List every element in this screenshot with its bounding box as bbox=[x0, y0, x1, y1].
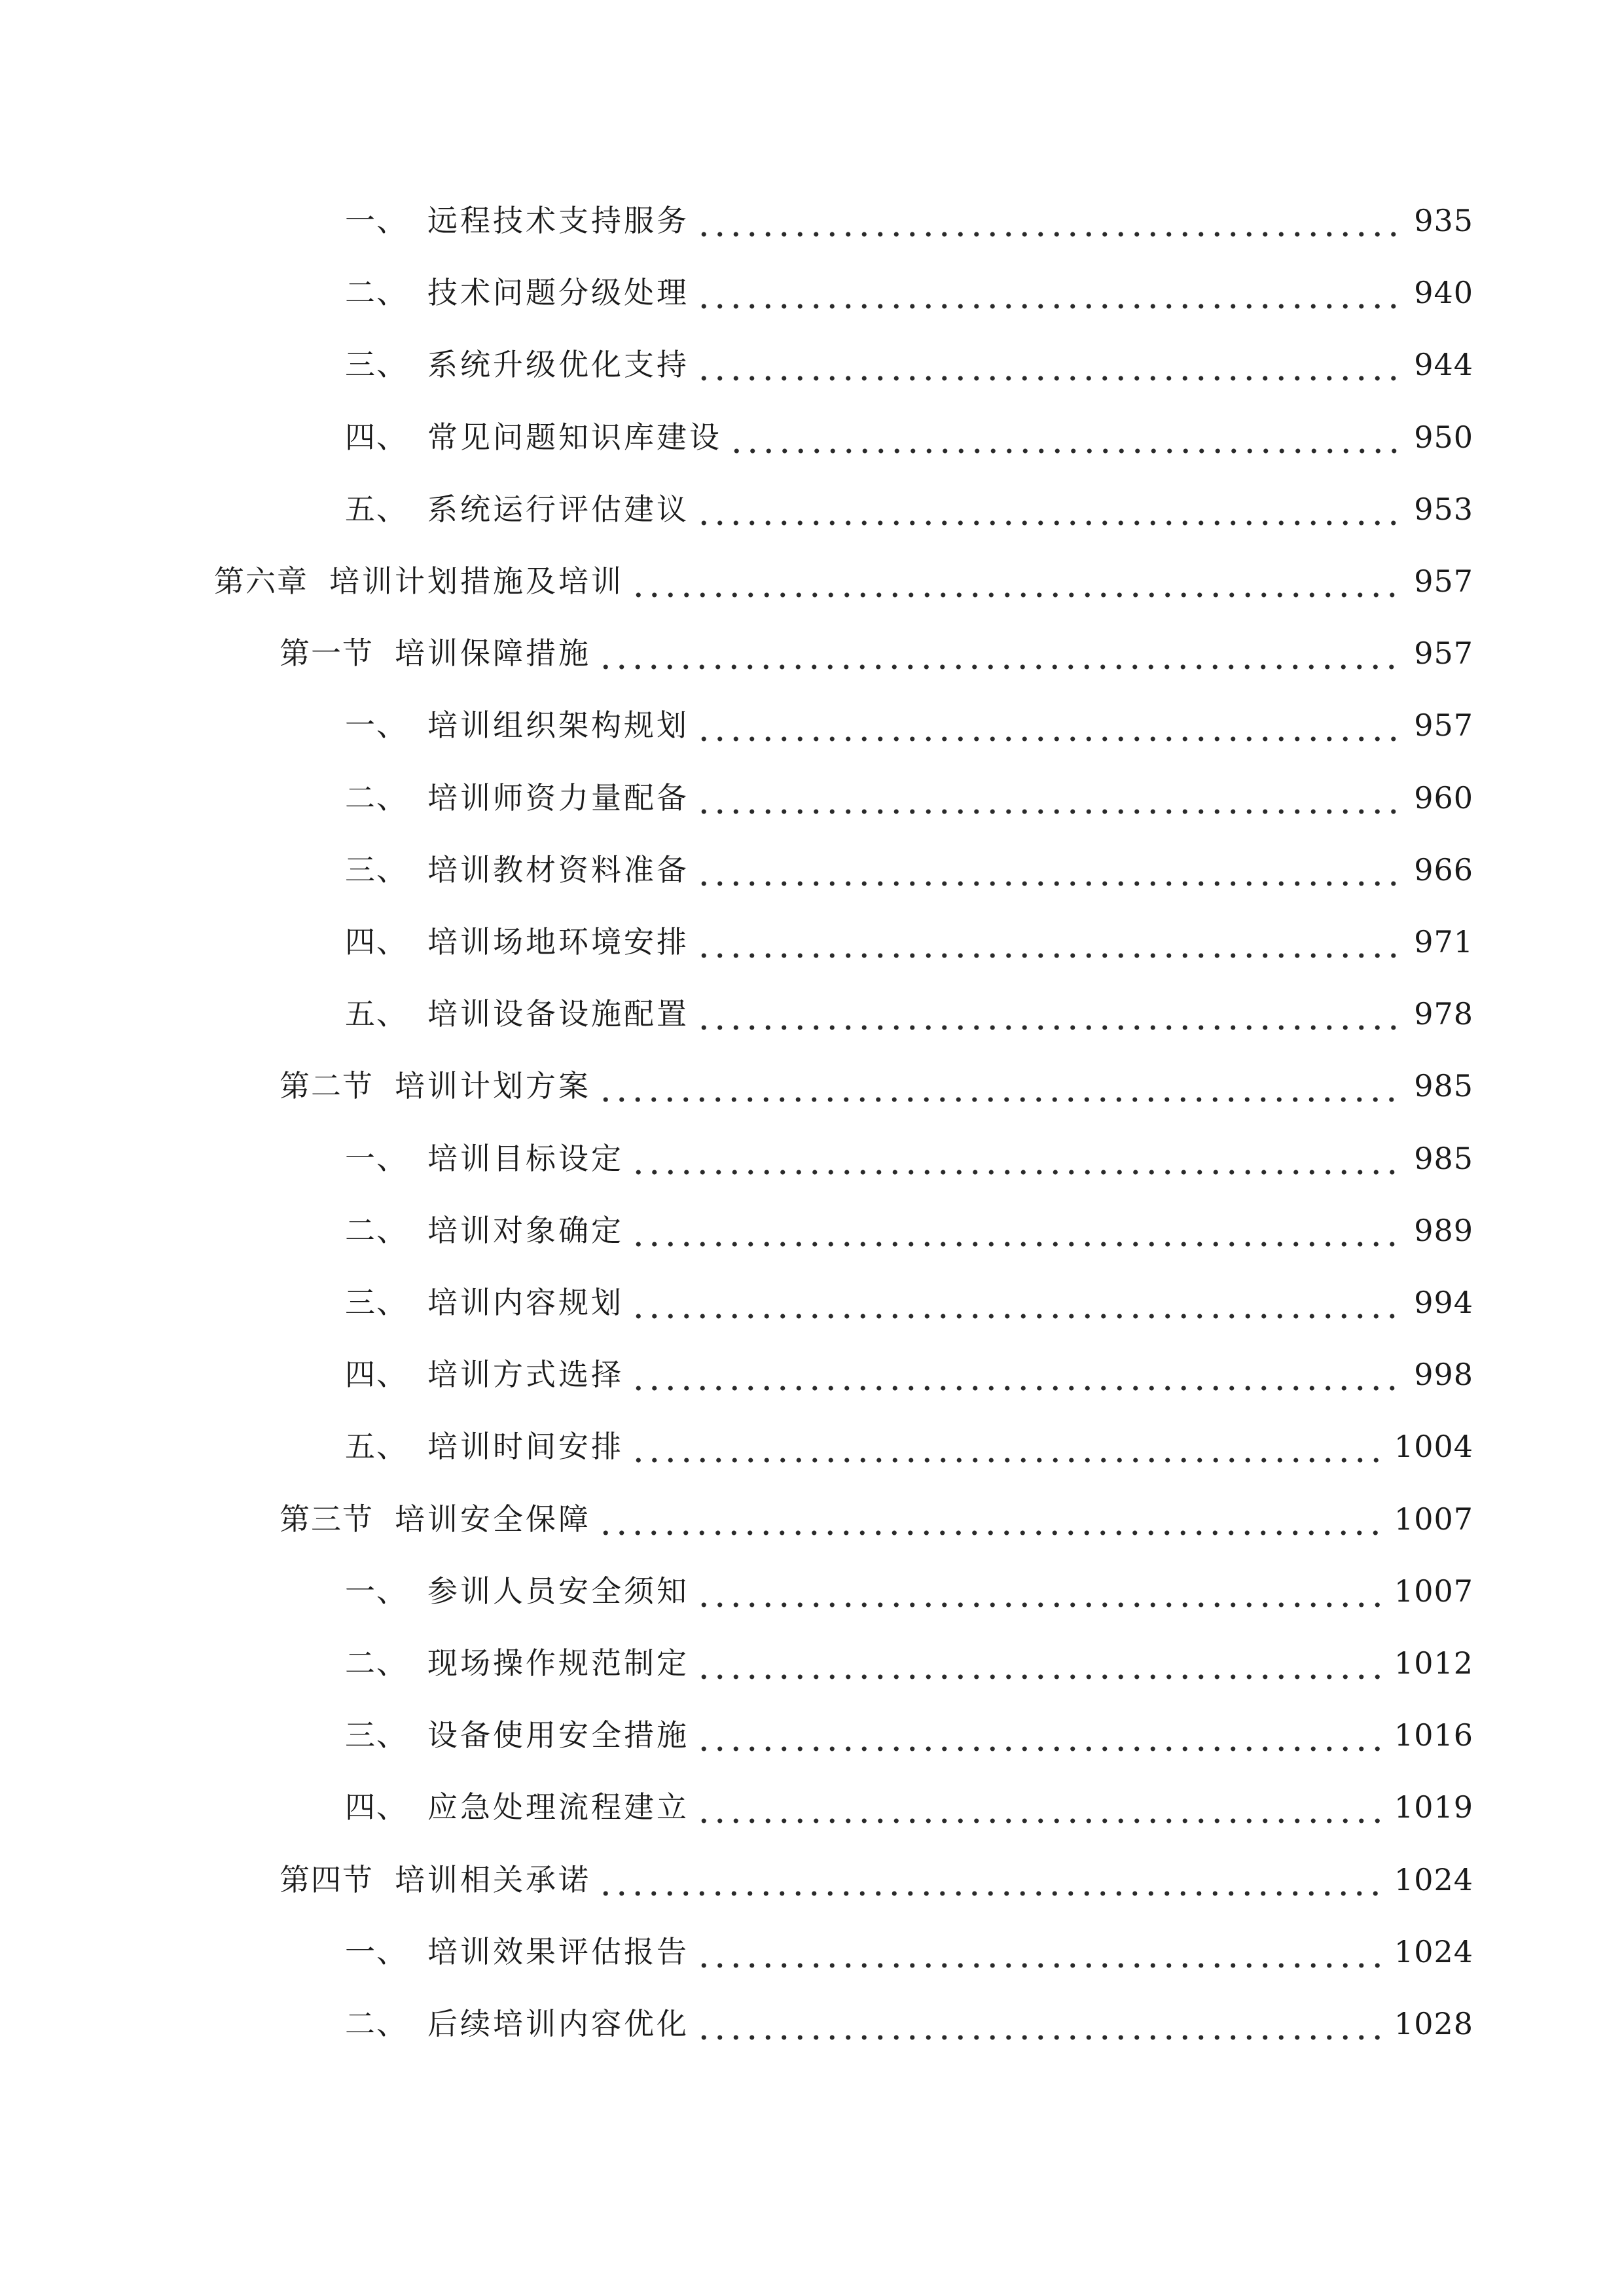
toc-entry-title: 培训场地环境安排 bbox=[427, 924, 689, 960]
dot-leader bbox=[598, 1056, 1403, 1115]
toc-entry-title: 培训时间安排 bbox=[427, 1429, 624, 1465]
dot-leader bbox=[696, 263, 1403, 322]
dot-leader bbox=[696, 912, 1403, 971]
dot-leader bbox=[696, 1778, 1384, 1837]
toc-entry-page-number: 1007 bbox=[1394, 1501, 1473, 1537]
toc-entry-title: 培训安全保障 bbox=[395, 1501, 591, 1537]
toc-entry-page-number: 985 bbox=[1414, 1140, 1473, 1176]
toc-entry[interactable] bbox=[345, 335, 1473, 394]
toc-entry-title: 参训人员安全须知 bbox=[427, 1573, 689, 1609]
toc-entry-title: 系统升级优化支持 bbox=[427, 347, 689, 383]
toc-entry-title: 后续培训内容优化 bbox=[427, 2006, 689, 2041]
dot-leader bbox=[696, 984, 1403, 1043]
toc-entry[interactable] bbox=[345, 1706, 1473, 1765]
dot-leader bbox=[630, 552, 1403, 611]
toc-entry-number: 三、 bbox=[345, 1285, 408, 1320]
toc-entry-page-number: 985 bbox=[1414, 1068, 1473, 1104]
toc-entry-title: 常见问题知识库建设 bbox=[427, 419, 722, 455]
toc-entry-title: 培训内容规划 bbox=[427, 1285, 624, 1320]
toc-entry-page-number: 1012 bbox=[1394, 1645, 1473, 1681]
toc-entry-title: 设备使用安全措施 bbox=[427, 1717, 689, 1753]
dot-leader bbox=[696, 1562, 1384, 1621]
toc-entry-title: 培训对象确定 bbox=[427, 1212, 624, 1248]
toc-entry[interactable] bbox=[345, 912, 1473, 971]
toc-entry[interactable] bbox=[345, 1562, 1473, 1621]
toc-entry[interactable] bbox=[280, 1850, 1473, 1909]
dot-leader bbox=[598, 624, 1403, 683]
toc-entry-title: 培训保障措施 bbox=[395, 636, 591, 672]
toc-entry-page-number: 978 bbox=[1414, 996, 1473, 1032]
toc-entry-title: 培训组织架构规划 bbox=[427, 708, 689, 744]
toc-entry-number: 四、 bbox=[345, 924, 408, 960]
toc-entry[interactable] bbox=[280, 1490, 1473, 1549]
toc-entry[interactable] bbox=[345, 480, 1473, 539]
toc-entry[interactable] bbox=[345, 1201, 1473, 1260]
dot-leader bbox=[630, 1345, 1403, 1404]
toc-entry-title: 培训计划方案 bbox=[395, 1068, 591, 1104]
toc-entry-number: 五、 bbox=[345, 1429, 408, 1465]
toc-entry-title: 培训效果评估报告 bbox=[427, 1933, 689, 1969]
toc-entry-number: 二、 bbox=[345, 780, 408, 816]
dot-leader bbox=[696, 1922, 1384, 1981]
toc-entry[interactable] bbox=[280, 624, 1473, 683]
toc-entry-number: 三、 bbox=[345, 852, 408, 888]
toc-entry-title: 技术问题分级处理 bbox=[427, 275, 689, 311]
toc-entry[interactable] bbox=[345, 984, 1473, 1043]
toc-entry-page-number: 966 bbox=[1414, 852, 1473, 888]
dot-leader bbox=[630, 1201, 1403, 1260]
toc-entry-number: 第六章 bbox=[214, 564, 308, 599]
toc-entry-number: 一、 bbox=[345, 1933, 408, 1969]
toc-entry-number: 第一节 bbox=[280, 636, 374, 672]
toc-entry-page-number: 994 bbox=[1414, 1285, 1473, 1320]
toc-entry-number: 二、 bbox=[345, 2006, 408, 2041]
toc-entry-number: 四、 bbox=[345, 419, 408, 455]
toc-entry-page-number: 1028 bbox=[1394, 2006, 1473, 2041]
toc-entry-title: 培训教材资料准备 bbox=[427, 852, 689, 888]
dot-leader bbox=[696, 1706, 1384, 1765]
toc-entry-page-number: 940 bbox=[1414, 275, 1473, 311]
toc-entry[interactable] bbox=[280, 1056, 1473, 1115]
toc-entry[interactable] bbox=[345, 768, 1473, 827]
toc-entry-page-number: 953 bbox=[1414, 491, 1473, 527]
toc-entry-title: 培训目标设定 bbox=[427, 1140, 624, 1176]
toc-entry-number: 三、 bbox=[345, 1717, 408, 1753]
toc-entry-number: 三、 bbox=[345, 347, 408, 383]
toc-entry-number: 二、 bbox=[345, 1212, 408, 1248]
toc-entry-number: 第二节 bbox=[280, 1068, 374, 1104]
toc-entry-page-number: 971 bbox=[1414, 924, 1473, 960]
toc-entry-page-number: 1024 bbox=[1394, 1861, 1473, 1897]
toc-entry-title: 培训设备设施配置 bbox=[427, 996, 689, 1032]
dot-leader bbox=[696, 768, 1403, 827]
toc-entry-page-number: 1019 bbox=[1394, 1789, 1473, 1825]
toc-entry-number: 一、 bbox=[345, 1140, 408, 1176]
toc-entry-page-number: 1007 bbox=[1394, 1573, 1473, 1609]
toc-entry-page-number: 950 bbox=[1414, 419, 1473, 455]
toc-entry-page-number: 1004 bbox=[1394, 1429, 1473, 1465]
dot-leader bbox=[598, 1850, 1384, 1909]
toc-entry[interactable] bbox=[345, 1634, 1473, 1693]
toc-entry[interactable] bbox=[345, 191, 1473, 250]
dot-leader bbox=[696, 335, 1403, 394]
dot-leader bbox=[630, 1273, 1403, 1332]
toc-entry-page-number: 944 bbox=[1414, 347, 1473, 383]
toc-entry[interactable] bbox=[345, 263, 1473, 322]
toc-entry-title: 培训计划措施及培训 bbox=[329, 564, 624, 599]
toc-entry-title: 应急处理流程建立 bbox=[427, 1789, 689, 1825]
toc-entry[interactable] bbox=[345, 1994, 1473, 2053]
toc-entry[interactable] bbox=[345, 1778, 1473, 1837]
toc-entry-number: 二、 bbox=[345, 275, 408, 311]
toc-entry-title: 系统运行评估建议 bbox=[427, 491, 689, 527]
toc-entry-number: 第三节 bbox=[280, 1501, 374, 1537]
toc-entry[interactable] bbox=[345, 840, 1473, 899]
dot-leader bbox=[696, 480, 1403, 539]
toc-entry-title: 培训相关承诺 bbox=[395, 1861, 591, 1897]
toc-entry-page-number: 957 bbox=[1414, 636, 1473, 672]
toc-entry-title: 培训方式选择 bbox=[427, 1357, 624, 1393]
toc-entry[interactable] bbox=[345, 1417, 1473, 1476]
dot-leader bbox=[598, 1490, 1384, 1549]
toc-entry-page-number: 989 bbox=[1414, 1212, 1473, 1248]
toc-entry-number: 四、 bbox=[345, 1357, 408, 1393]
toc-entry[interactable] bbox=[345, 696, 1473, 755]
toc-entry[interactable] bbox=[345, 1273, 1473, 1332]
toc-entry-title: 远程技术支持服务 bbox=[427, 203, 689, 238]
toc-entry-number: 五、 bbox=[345, 491, 408, 527]
dot-leader bbox=[696, 1634, 1384, 1693]
dot-leader bbox=[630, 1129, 1403, 1188]
dot-leader bbox=[729, 408, 1403, 467]
toc-entry-number: 第四节 bbox=[280, 1861, 374, 1897]
toc-entry-number: 一、 bbox=[345, 203, 408, 238]
toc-entry[interactable] bbox=[345, 408, 1473, 467]
toc-entry[interactable] bbox=[345, 1129, 1473, 1188]
toc-entry-page-number: 957 bbox=[1414, 564, 1473, 599]
dot-leader bbox=[696, 696, 1403, 755]
toc-entry-page-number: 1024 bbox=[1394, 1933, 1473, 1969]
toc-entry-number: 四、 bbox=[345, 1789, 408, 1825]
dot-leader bbox=[630, 1417, 1384, 1476]
toc-entry[interactable] bbox=[345, 1922, 1473, 1981]
toc-entry-page-number: 998 bbox=[1414, 1357, 1473, 1393]
toc-entry-page-number: 957 bbox=[1414, 708, 1473, 744]
dot-leader bbox=[696, 1994, 1384, 2053]
toc-entry-title: 现场操作规范制定 bbox=[427, 1645, 689, 1681]
toc-entry-number: 一、 bbox=[345, 708, 408, 744]
toc-entry[interactable] bbox=[214, 552, 1473, 611]
dot-leader bbox=[696, 840, 1403, 899]
dot-leader bbox=[696, 191, 1403, 250]
toc-entry-title: 培训师资力量配备 bbox=[427, 780, 689, 816]
toc-entry-number: 一、 bbox=[345, 1573, 408, 1609]
toc-entry-number: 二、 bbox=[345, 1645, 408, 1681]
toc-entry-page-number: 960 bbox=[1414, 780, 1473, 816]
toc-entry-number: 五、 bbox=[345, 996, 408, 1032]
toc-entry-page-number: 935 bbox=[1414, 203, 1473, 238]
toc-entry-page-number: 1016 bbox=[1394, 1717, 1473, 1753]
toc-entry[interactable] bbox=[345, 1345, 1473, 1404]
